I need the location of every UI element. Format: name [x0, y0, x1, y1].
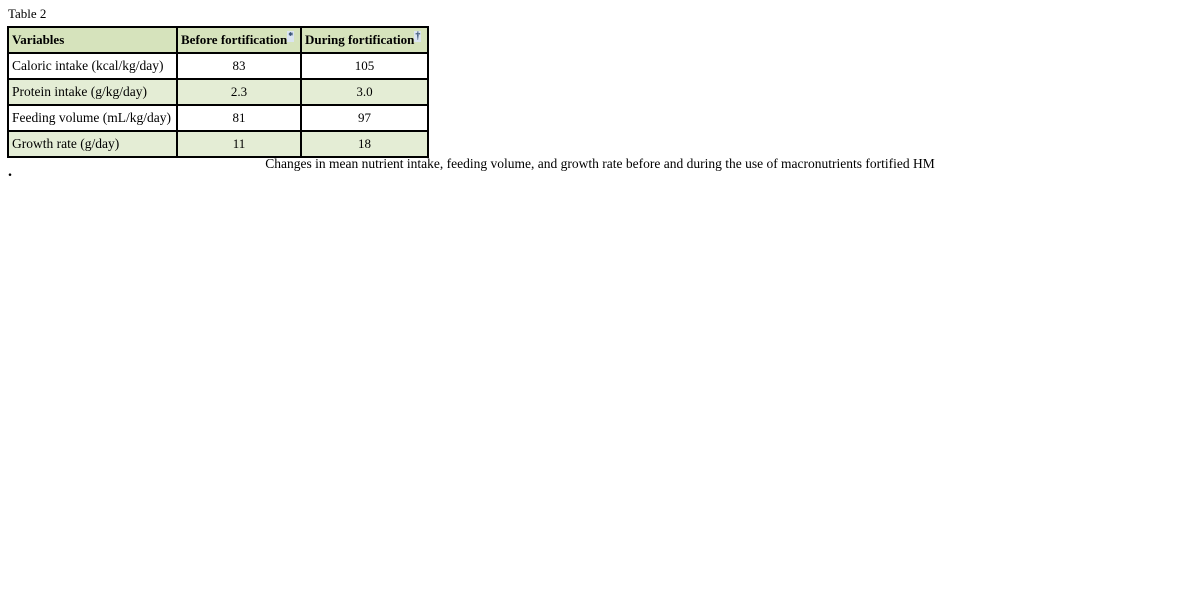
footnote-dagger-link[interactable]: †	[415, 30, 421, 42]
column-header-during-label: During fortification	[305, 32, 415, 47]
row-during-cell: 97	[301, 105, 428, 131]
column-header-variables-label: Variables	[12, 32, 65, 47]
trailing-period-text: .	[8, 163, 12, 180]
row-during-cell: 3.0	[301, 79, 428, 105]
column-header-before-fortification	[177, 27, 301, 53]
row-during-cell: 18	[301, 131, 428, 157]
column-header-variables	[8, 27, 177, 53]
row-variable-cell: Protein intake (g/kg/day)	[8, 79, 177, 105]
table-row	[8, 131, 428, 157]
column-header-before-label: Before fortification	[181, 32, 288, 47]
nutrient-intake-table	[7, 26, 429, 158]
row-before-cell: 2.3	[177, 79, 301, 105]
row-variable-cell: Caloric intake (kcal/kg/day)	[8, 53, 177, 79]
column-header-during-fortification	[301, 27, 428, 53]
table-row	[8, 79, 428, 105]
row-before-cell: 11	[177, 131, 301, 157]
row-variable-cell: Growth rate (g/day)	[8, 131, 177, 157]
row-variable-cell: Feeding volume (mL/kg/day)	[8, 105, 177, 131]
table-caption: Changes in mean nutrient intake, feeding volume, and growth rate before and during the use of macronutrients fortified HM	[265, 156, 935, 171]
row-before-cell: 81	[177, 105, 301, 131]
row-before-cell: 83	[177, 53, 301, 79]
table-number-label: Table 2	[8, 6, 47, 21]
row-during-cell: 105	[301, 53, 428, 79]
table-header-row	[8, 27, 428, 53]
footnote-asterisk-link[interactable]: *	[288, 30, 294, 42]
table-row	[8, 105, 428, 131]
table-row	[8, 53, 428, 79]
